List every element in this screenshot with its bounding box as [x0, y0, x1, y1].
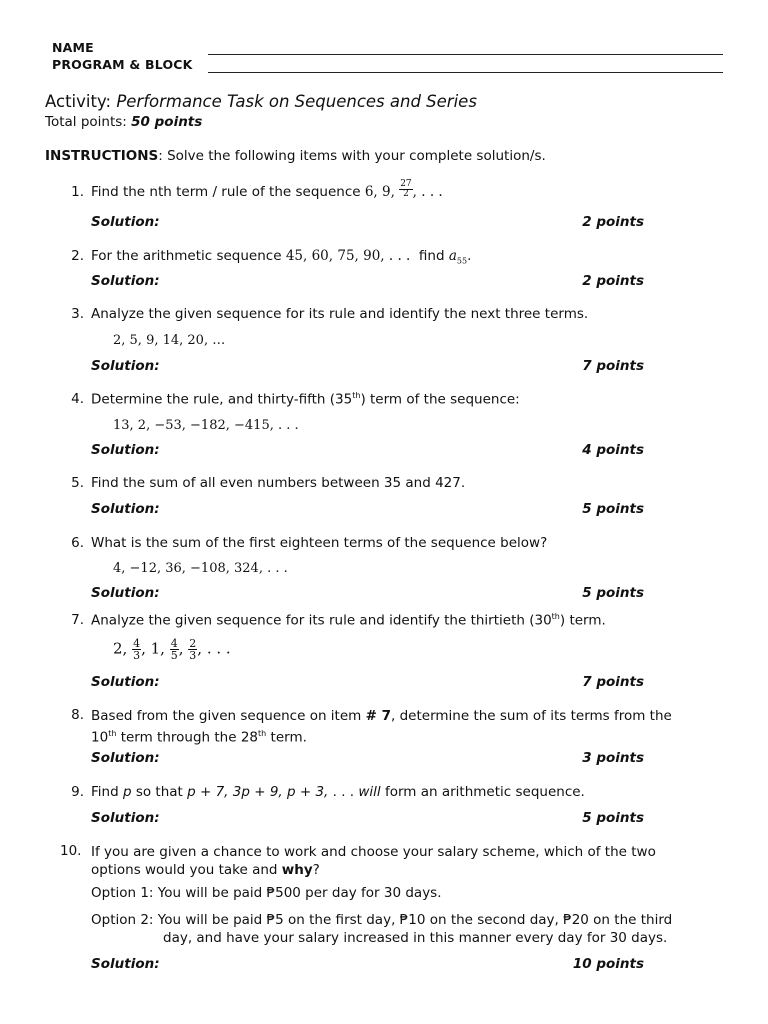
item-1-question — [91, 178, 443, 200]
item-points: 7 points — [582, 674, 644, 690]
item-7-question — [91, 612, 606, 629]
activity-prefix: Activity: — [45, 92, 112, 111]
item-number: 10. — [60, 843, 82, 859]
solution-label: Solution: — [91, 956, 160, 972]
sequence — [113, 638, 231, 661]
sequence: 13, 2, −53, −182, −415, . . . — [113, 418, 299, 433]
option-1: Option 1: You will be paid ₱500 per day for 30 days. — [91, 885, 442, 901]
item-number: 4. — [71, 391, 84, 407]
punctuation: . — [467, 248, 472, 264]
solution-label: Solution: — [91, 501, 160, 517]
program-block-field[interactable] — [208, 72, 723, 73]
item-number: 7. — [71, 612, 84, 628]
solution-label: Solution: — [91, 358, 160, 374]
fraction: $\frac{2}{3}$ — [189, 637, 197, 662]
question-text: find — [418, 248, 445, 264]
total-points-value: 50 points — [131, 114, 203, 130]
question-text: ) term of the sequence: — [360, 391, 520, 408]
item-points: 5 points — [582, 810, 644, 826]
item-reference: # 7 — [365, 708, 392, 724]
total-points-label: Total points: — [45, 114, 127, 130]
activity-name: Performance Task on Sequences and Series — [116, 92, 477, 111]
question-text: ) term. — [559, 612, 606, 629]
fraction: $\frac{27}{2}$ — [400, 178, 412, 199]
sequence-term: , 1, — [141, 639, 165, 658]
program-block-label: PROGRAM & BLOCK — [52, 57, 193, 72]
question-text: Analyze the given sequence for its rule and identify the thirtieth (30 — [91, 612, 552, 629]
question-text: ? — [312, 862, 320, 878]
question-text: Find — [91, 784, 123, 800]
subscript: 55 — [456, 256, 468, 266]
item-points: 3 points — [582, 750, 644, 766]
name-label: NAME — [52, 40, 94, 55]
item-number: 6. — [71, 535, 84, 551]
item-5-question: Find the sum of all even numbers between 35 and 427. — [91, 475, 466, 491]
sequence-text: 6, 9, — [364, 184, 395, 200]
question-text: form an arithmetic sequence. — [380, 784, 585, 800]
instructions-text: : Solve the following items with your complete solution/s. — [158, 148, 546, 164]
item-6-question: What is the sum of the first eighteen terms of the sequence below? — [91, 535, 548, 551]
question-text: For the arithmetic sequence — [91, 248, 282, 264]
activity-title — [45, 92, 477, 111]
question-text: term through the 28 — [116, 729, 259, 746]
item-points: 10 points — [572, 956, 644, 972]
total-points — [45, 114, 202, 130]
superscript: th — [551, 612, 560, 621]
item-number: 9. — [71, 784, 84, 800]
sequence-text: 45, 60, 75, 90, . . . — [285, 248, 411, 264]
solution-label: Solution: — [91, 750, 160, 766]
sequence: 4, −12, 36, −108, 324, . . . — [113, 561, 288, 576]
item-9-question — [91, 784, 585, 800]
sequence-term: 2, — [113, 639, 128, 658]
item-points: 5 points — [582, 501, 644, 517]
option-2: Option 2: You will be paid ₱5 on the first day, ₱10 on the second day, ₱20 on the third — [91, 912, 673, 928]
question-text: options would you take and — [91, 862, 282, 878]
item-points: 2 points — [582, 214, 644, 230]
solution-label: Solution: — [91, 810, 160, 826]
solution-label: Solution: — [91, 442, 160, 458]
question-text: 10 — [91, 729, 109, 746]
item-10-question — [91, 843, 721, 879]
question-text: Based from the given sequence on item — [91, 708, 366, 724]
sequence-term: , — [178, 639, 184, 658]
question-text: so that — [131, 784, 188, 800]
question-text: Find the nth term / rule of the sequence — [91, 184, 361, 200]
option-2-continued: day, and have your salary increased in this manner every day for 30 days. — [163, 930, 668, 946]
item-4-question — [91, 391, 520, 408]
solution-label: Solution: — [91, 585, 160, 601]
item-8-question — [91, 707, 711, 747]
instructions-label: INSTRUCTIONS — [45, 148, 159, 164]
item-number: 2. — [71, 248, 84, 264]
item-number: 3. — [71, 306, 84, 322]
item-3-question: Analyze the given sequence for its rule and identify the next three terms. — [91, 306, 589, 322]
emphasis-text: why — [281, 862, 313, 878]
superscript: th — [108, 729, 117, 738]
superscript: th — [258, 729, 267, 738]
variable: p — [122, 784, 132, 800]
fraction: $\frac{4}{5}$ — [170, 637, 178, 662]
solution-label: Solution: — [91, 214, 160, 230]
item-points: 2 points — [582, 273, 644, 289]
question-text: , determine the sum of its terms from the — [391, 708, 672, 724]
question-text: Determine the rule, and thirty-fifth (35 — [91, 391, 353, 408]
fraction: $\frac{4}{3}$ — [133, 637, 141, 662]
solution-label: Solution: — [91, 674, 160, 690]
name-field[interactable] — [208, 54, 723, 55]
variable: a — [448, 248, 457, 264]
item-number: 1. — [71, 184, 84, 200]
expression: p + 7, 3p + 9, p + 3, — [187, 784, 329, 800]
item-2-question — [91, 248, 471, 266]
sequence-text: , . . . — [412, 184, 443, 200]
superscript: th — [352, 391, 361, 400]
item-points: 7 points — [582, 358, 644, 374]
item-number: 8. — [71, 707, 84, 723]
sequence-term: , . . . — [197, 639, 231, 658]
item-points: 5 points — [582, 585, 644, 601]
question-text: . . . — [328, 784, 359, 800]
question-text: will — [358, 784, 381, 800]
question-text: term. — [266, 729, 307, 746]
item-points: 4 points — [582, 442, 644, 458]
item-number: 5. — [71, 475, 84, 491]
instructions — [45, 148, 546, 164]
sequence: 2, 5, 9, 14, 20, … — [113, 333, 226, 348]
question-text: If you are given a chance to work and choose your salary scheme, which of the two — [91, 844, 656, 860]
solution-label: Solution: — [91, 273, 160, 289]
